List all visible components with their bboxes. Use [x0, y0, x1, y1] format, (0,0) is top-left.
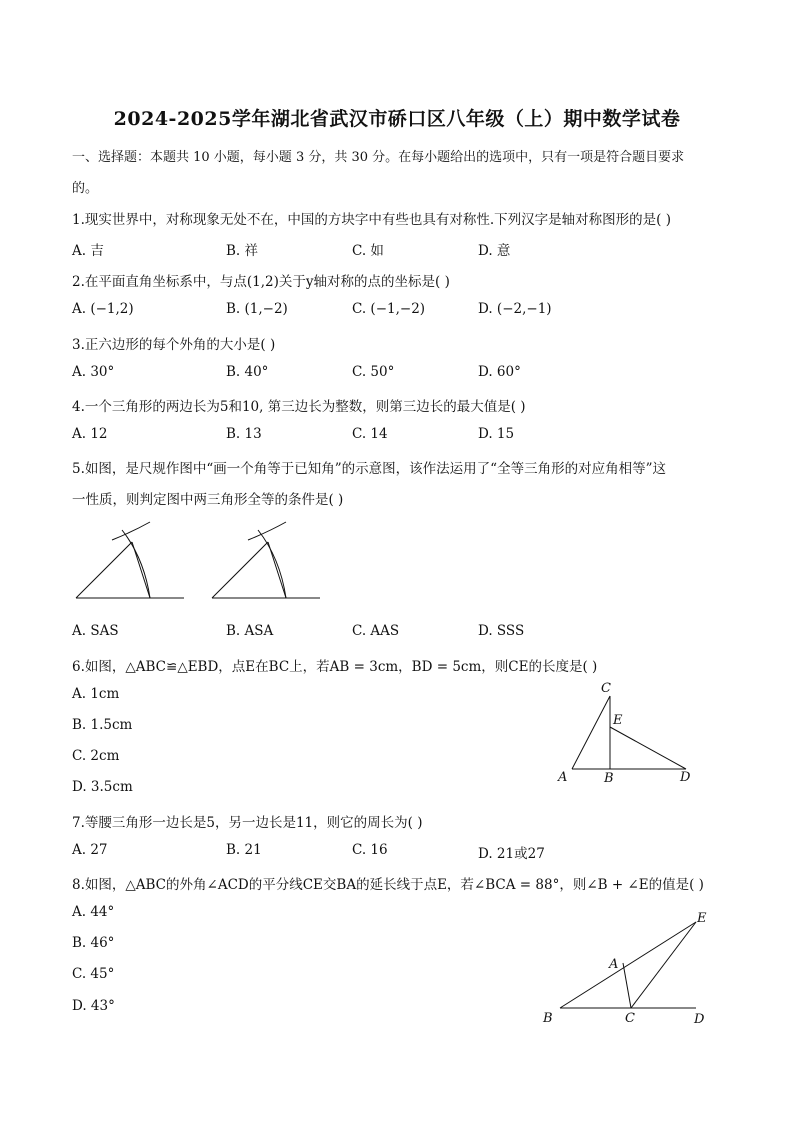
question-6-option-c: C. 2cm	[72, 748, 120, 764]
question-5-figure	[70, 518, 330, 610]
question-7-option-d: D. 21或27	[478, 846, 545, 862]
question-2-option-a: A. (−1,2)	[72, 301, 134, 317]
fig8-label-e: E	[697, 911, 707, 926]
question-5-option-c: C. AAS	[352, 623, 400, 639]
fig8-line-be	[560, 922, 696, 1008]
question-8-option-d: D. 43°	[72, 998, 115, 1014]
question-6-figure	[552, 678, 702, 788]
question-8-option-c: C. 45°	[72, 966, 115, 982]
section-heading: 一、选择题：本题共 10 小题，每小题 3 分，共 30 分。在每小题给出的选项中，只有一项是符合题目要求	[72, 150, 685, 165]
question-3-stem: 3.正六边形的每个外角的大小是( )	[72, 337, 276, 353]
page-title: 2024-2025学年湖北省武汉市硚口区八年级（上）期中数学试卷	[113, 108, 681, 130]
question-2-option-b: B. (1,−2)	[226, 301, 288, 317]
fig6-line-ed	[610, 727, 686, 769]
fig5-left-arc-1	[122, 530, 150, 598]
fig8-line-ac	[623, 963, 631, 1008]
fig5-right-arc-1	[258, 530, 286, 598]
fig6-label-a: A	[558, 770, 568, 785]
fig6-label-d: D	[680, 770, 691, 785]
question-8-figure	[536, 904, 716, 1032]
question-5-stem: 5.如图，是尺规作图中“画一个角等于已知角”的示意图，该作法运用了“全等三角形的对应角相等”这	[72, 461, 666, 477]
question-8-option-b: B. 46°	[72, 935, 115, 951]
question-5-stem-cont: 一性质，则判定图中两三角形全等的条件是( )	[72, 492, 344, 508]
fig5-right-side-ray	[212, 542, 268, 598]
section-heading-cont: 的。	[72, 181, 99, 196]
question-7-option-a: A. 27	[72, 842, 108, 858]
question-5-option-a: A. SAS	[72, 623, 119, 639]
question-3-option-a: A. 30°	[72, 364, 115, 380]
question-4-option-c: C. 14	[352, 426, 388, 442]
question-4-stem: 4.一个三角形的两边长为5和10, 第三边长为整数，则第三边长的最大值是( )	[72, 399, 526, 415]
question-7-stem: 7.等腰三角形一边长是5，另一边长是11，则它的周长为( )	[72, 815, 423, 831]
fig6-line-ac	[572, 696, 610, 769]
question-3-option-b: B. 40°	[226, 364, 269, 380]
question-1-option-d: D. 意	[478, 243, 511, 259]
fig5-left-arc-2	[112, 522, 150, 540]
fig6-label-b: B	[604, 771, 614, 786]
question-5-option-d: D. SSS	[478, 623, 525, 639]
question-2-option-c: C. (−1,−2)	[352, 301, 426, 317]
fig8-label-b: B	[543, 1011, 553, 1026]
question-1-option-a: A. 吉	[72, 243, 104, 259]
fig5-left-side-ray	[76, 542, 132, 598]
question-4-option-d: D. 15	[478, 426, 515, 442]
fig6-label-c: C	[601, 681, 611, 696]
question-7-option-b: B. 21	[226, 842, 262, 858]
question-6-option-d: D. 3.5cm	[72, 779, 133, 795]
question-1-stem: 1.现实世界中，对称现象无处不在，中国的方块字中有些也具有对称性.下列汉字是轴对称图形的是( )	[72, 212, 671, 228]
question-2-option-d: D. (−2,−1)	[478, 301, 552, 317]
question-6-stem: 6.如图，△ABC≌△EBD，点E在BC上，若AB = 3cm，BD = 5cm，则CE的长度是( )	[72, 659, 598, 675]
fig8-label-a: A	[609, 957, 619, 972]
question-8-stem: 8.如图，△ABC的外角∠ACD的平分线CE交BA的延长线于点E，若∠BCA = 88°，则∠B + ∠E的值是( )	[72, 877, 704, 893]
question-8-option-a: A. 44°	[72, 904, 115, 920]
question-1-option-b: B. 祥	[226, 243, 259, 259]
fig8-line-ce	[631, 922, 696, 1008]
fig6-label-e: E	[613, 713, 623, 728]
fig8-label-d: D	[694, 1012, 705, 1027]
question-3-option-d: D. 60°	[478, 364, 521, 380]
question-3-option-c: C. 50°	[352, 364, 395, 380]
question-4-option-b: B. 13	[226, 426, 262, 442]
fig8-label-c: C	[625, 1011, 635, 1026]
question-2-stem: 2.在平面直角坐标系中，与点(1,2)关于y轴对称的点的坐标是( )	[72, 274, 450, 290]
question-1-option-c: C. 如	[352, 243, 384, 259]
fig5-right-arc-2	[248, 522, 286, 540]
question-6-option-b: B. 1.5cm	[72, 717, 133, 733]
question-7-option-c: C. 16	[352, 842, 388, 858]
question-5-option-b: B. ASA	[226, 623, 274, 639]
question-4-option-a: A. 12	[72, 426, 108, 442]
question-6-option-a: A. 1cm	[72, 686, 120, 702]
